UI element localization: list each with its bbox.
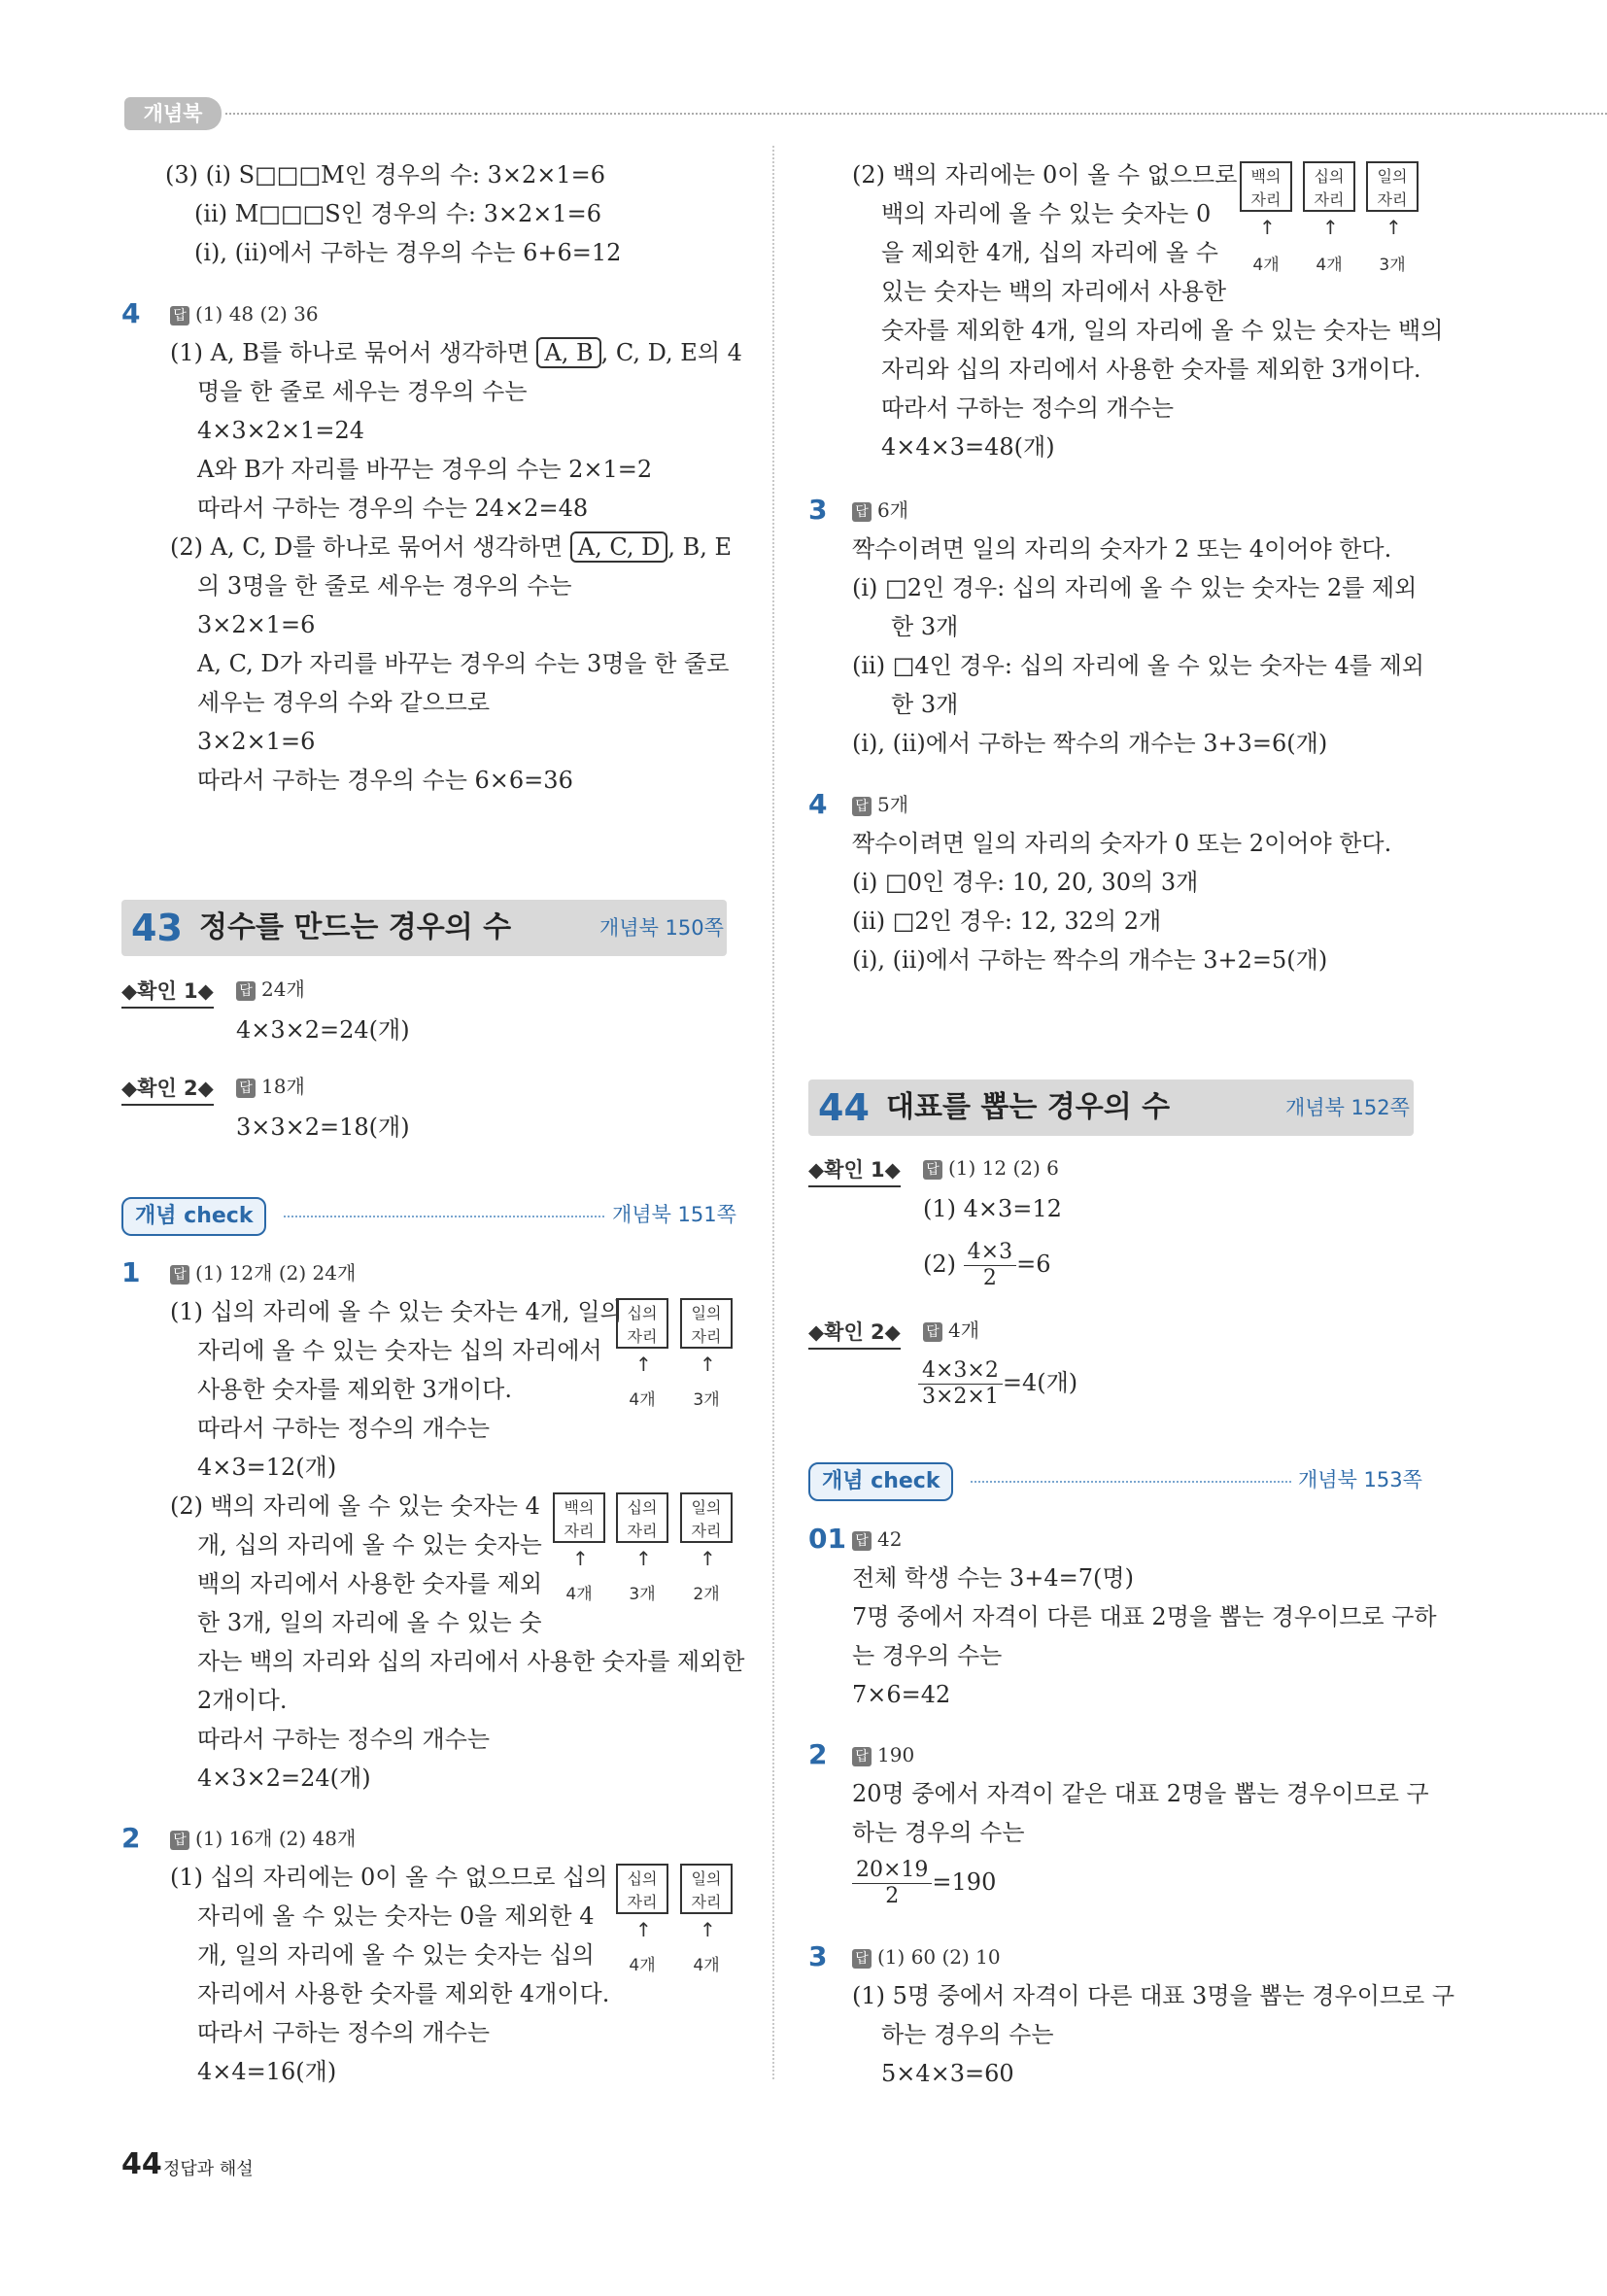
q1-2b: 개, 십의 자리에 올 수 있는 숫자는 bbox=[197, 1531, 542, 1559]
up-arrow-icon: ↑ bbox=[1259, 216, 1276, 239]
q4c: (ⅱ) □2인 경우: 12, 32의 2개 bbox=[852, 908, 1162, 935]
q2-1e: 따라서 구하는 정수의 개수는 bbox=[197, 2019, 491, 2046]
q01c: 는 경우의 수는 bbox=[852, 1642, 1003, 1669]
q2-1d: 자리에서 사용한 숫자를 제외한 4개이다. bbox=[197, 1980, 610, 2007]
left-3i: (3) (ⅰ) S□□□M인 경우의 수: 3×2×1=6 bbox=[165, 161, 605, 188]
answer-badge-icon: 답 bbox=[923, 1160, 942, 1180]
left-3ii: (ⅱ) M□□□S인 경우의 수: 3×2×1=6 bbox=[194, 200, 602, 227]
concept-check-label: 개념 check bbox=[121, 1197, 266, 1236]
up-arrow-icon: ↑ bbox=[700, 1918, 716, 1941]
place-count: 3개 bbox=[693, 1390, 720, 1410]
q01b: 7명 중에서 자격이 다른 대표 2명을 뽑는 경우이므로 구하 bbox=[852, 1603, 1437, 1630]
q3a: 짝수이려면 일의 자리의 숫자가 2 또는 4이어야 한다. bbox=[852, 535, 1392, 563]
section-43-ref: 개념북 150쪽 bbox=[599, 916, 724, 940]
q03b: 하는 경우의 수는 bbox=[881, 2021, 1054, 2048]
answer-text: (1) 48 (2) 36 bbox=[195, 302, 319, 326]
answer-badge-icon: 답 bbox=[923, 1322, 942, 1342]
confirm-1-label: ◆확인 1◆ bbox=[121, 976, 214, 1009]
q1-2c: 백의 자리에서 사용한 숫자를 제외 bbox=[197, 1570, 543, 1597]
answer-badge-icon: 답 bbox=[170, 1265, 189, 1285]
page-number: 44 bbox=[121, 2147, 162, 2181]
place-box-ones: 일의 자리 bbox=[1366, 161, 1419, 212]
boxed-group: A, C, D bbox=[570, 531, 668, 563]
section-43-number: 43 bbox=[131, 907, 183, 949]
fraction: $\frac{4\times 3}{2}$ bbox=[964, 1240, 1016, 1291]
place-box-tens: 십의 자리 bbox=[616, 1298, 668, 1349]
confirm-2-answer: 답 18개 bbox=[236, 1067, 305, 1106]
question-1-number: 1 bbox=[121, 1256, 141, 1288]
place-box-tens: 십의 자리 bbox=[616, 1864, 668, 1914]
place-count: 3개 bbox=[629, 1585, 656, 1604]
answer-badge-icon: 답 bbox=[170, 306, 189, 326]
confirm-1-answer: 답 (1) 12 (2) 6 bbox=[923, 1148, 1059, 1187]
r2g: 따라서 구하는 정수의 개수는 bbox=[881, 394, 1175, 422]
question-01-number: 01 bbox=[808, 1523, 846, 1555]
question-2-number: 2 bbox=[121, 1822, 141, 1854]
place-count: 2개 bbox=[693, 1585, 720, 1604]
place-box-ones: 일의 자리 bbox=[680, 1298, 733, 1349]
q1-2h: 4×3×2=24(개) bbox=[197, 1765, 371, 1792]
place-count: 4개 bbox=[693, 1956, 720, 1975]
answer-badge-icon: 답 bbox=[170, 1831, 189, 1850]
place-box-ones: 일의 자리 bbox=[680, 1864, 733, 1914]
p4-2b: 의 3명을 한 줄로 세우는 경우의 수는 bbox=[197, 572, 572, 600]
answer-badge-icon: 답 bbox=[852, 1747, 872, 1766]
confirm-2-answer: 답 4개 bbox=[923, 1311, 979, 1350]
q01a: 전체 학생 수는 3+4=7(명) bbox=[852, 1564, 1134, 1592]
answer-badge-icon: 답 bbox=[852, 1531, 872, 1551]
up-arrow-icon: ↑ bbox=[635, 1353, 652, 1376]
up-arrow-icon: ↑ bbox=[635, 1918, 652, 1941]
footer-title: 정답과 해설 bbox=[163, 2159, 254, 2179]
column-divider bbox=[772, 146, 774, 2079]
answer-badge-icon: 답 bbox=[852, 1949, 872, 1969]
r2b: 백의 자리에 올 수 있는 숫자는 0 bbox=[881, 200, 1212, 227]
confirm-1-answer: 답 24개 bbox=[236, 970, 305, 1009]
question-1-answer: 답 (1) 12개 (2) 24개 bbox=[170, 1253, 356, 1292]
q2-1f: 4×4=16(개) bbox=[197, 2058, 337, 2085]
q1-2g: 따라서 구하는 정수의 개수는 bbox=[197, 1726, 491, 1753]
place-count: 4개 bbox=[629, 1956, 656, 1975]
confirm-2-work: 3×3×2=18(개) bbox=[236, 1114, 410, 1141]
q1-1c: 사용한 숫자를 제외한 3개이다. bbox=[197, 1376, 512, 1403]
r-c1-w1: (1) 4×3=12 bbox=[923, 1195, 1062, 1222]
q02a: 20명 중에서 자격이 같은 대표 2명을 뽑는 경우이므로 구 bbox=[852, 1780, 1429, 1807]
section-44-number: 44 bbox=[818, 1086, 870, 1129]
p4-1d: A와 B가 자리를 바꾸는 경우의 수는 2×1=2 bbox=[197, 456, 653, 483]
place-count: 4개 bbox=[629, 1390, 656, 1410]
question-03-number: 3 bbox=[808, 1940, 828, 1972]
p4-2g: 따라서 구하는 경우의 수는 6×6=36 bbox=[197, 767, 573, 794]
question-2-answer: 답 (1) 16개 (2) 48개 bbox=[170, 1819, 356, 1858]
q3e: 한 3개 bbox=[891, 691, 959, 718]
concept-check-rule bbox=[284, 1216, 604, 1217]
q01d: 7×6=42 bbox=[852, 1681, 951, 1708]
r-c2-work: $\frac{4\times 3\times 2}{3\times 2\times 1}$ =4(개) bbox=[918, 1358, 1077, 1410]
p4-1c: 4×3×2×1=24 bbox=[197, 417, 365, 444]
place-box-tens: 십의 자리 bbox=[616, 1492, 668, 1543]
place-count: 4개 bbox=[1316, 256, 1343, 275]
q1-1b: 자리에 올 수 있는 숫자는 십의 자리에서 bbox=[197, 1337, 602, 1364]
q3d: (ⅱ) □4인 경우: 십의 자리에 올 수 있는 숫자는 4를 제외 bbox=[852, 652, 1424, 679]
r2h: 4×4×3=48(개) bbox=[881, 433, 1055, 461]
question-01-answer: 답 42 bbox=[852, 1520, 902, 1559]
answer-badge-icon: 답 bbox=[236, 981, 256, 1001]
q1-2a: (2) 백의 자리에 올 수 있는 숫자는 4 bbox=[170, 1492, 540, 1520]
place-count: 4개 bbox=[1252, 256, 1280, 275]
place-box-ones: 일의 자리 bbox=[680, 1492, 733, 1543]
concept-check-rule bbox=[971, 1481, 1291, 1483]
q03c: 5×4×3=60 bbox=[881, 2060, 1014, 2087]
concept-check-ref: 개념북 153쪽 bbox=[1298, 1468, 1422, 1491]
up-arrow-icon: ↑ bbox=[1322, 216, 1339, 239]
q4b: (ⅰ) □0인 경우: 10, 20, 30의 3개 bbox=[852, 869, 1199, 896]
p4-2f: 3×2×1=6 bbox=[197, 728, 316, 755]
confirm-1-label: ◆확인 1◆ bbox=[808, 1154, 901, 1187]
r2f: 자리와 십의 자리에서 사용한 숫자를 제외한 3개이다. bbox=[881, 356, 1421, 383]
question-4-answer: 답 5개 bbox=[852, 785, 908, 824]
fraction: $\frac{20\times 19}{2}$ bbox=[852, 1858, 932, 1909]
r2c: 을 제외한 4개, 십의 자리에 올 수 bbox=[881, 239, 1218, 266]
confirm-1-work: 4×3×2=24(개) bbox=[236, 1016, 410, 1044]
up-arrow-icon: ↑ bbox=[572, 1547, 589, 1570]
place-count: 4개 bbox=[565, 1585, 593, 1604]
p4-2e: 세우는 경우의 수와 같으므로 bbox=[197, 689, 491, 716]
up-arrow-icon: ↑ bbox=[700, 1353, 716, 1376]
place-box-tens: 십의 자리 bbox=[1303, 161, 1355, 212]
p4-1e: 따라서 구하는 경우의 수는 24×2=48 bbox=[197, 495, 589, 522]
boxed-group: A, B bbox=[536, 337, 600, 368]
q3f: (ⅰ), (ⅱ)에서 구하는 짝수의 개수는 3+3=6(개) bbox=[852, 730, 1328, 757]
question-3-answer: 답 6개 bbox=[852, 491, 908, 530]
place-box-hundreds: 백의 자리 bbox=[553, 1492, 605, 1543]
header-rule bbox=[225, 113, 1607, 115]
p4-2a: (2) A, C, D를 하나로 묶어서 생각하면 A, C, D , B, E bbox=[170, 533, 733, 561]
confirm-2-label: ◆확인 2◆ bbox=[808, 1317, 901, 1350]
problem-4-answer bbox=[170, 294, 319, 333]
q2-1c: 개, 일의 자리에 올 수 있는 숫자는 십의 bbox=[197, 1941, 595, 1969]
fraction: $\frac{4\times 3\times 2}{3\times 2\times 1}$ bbox=[918, 1358, 1003, 1410]
q2-1a: (1) 십의 자리에는 0이 올 수 없으므로 십의 bbox=[170, 1864, 608, 1891]
section-44-ref: 개념북 152쪽 bbox=[1285, 1096, 1410, 1119]
section-43-title: 정수를 만드는 경우의 수 bbox=[199, 910, 512, 944]
q1-1d: 따라서 구하는 정수의 개수는 bbox=[197, 1415, 491, 1442]
answer-badge-icon: 답 bbox=[852, 797, 872, 816]
question-03-answer: 답 (1) 60 (2) 10 bbox=[852, 1937, 1001, 1976]
answer-badge-icon: 답 bbox=[852, 502, 872, 522]
concept-check-ref: 개념북 151쪽 bbox=[612, 1203, 736, 1226]
question-02-number: 2 bbox=[808, 1738, 828, 1770]
p4-1b: 명을 한 줄로 세우는 경우의 수는 bbox=[197, 378, 528, 405]
place-box-hundreds: 백의 자리 bbox=[1240, 161, 1292, 212]
q02-work: $\frac{20\times 19}{2}$ =190 bbox=[852, 1858, 996, 1909]
r-c1-w2: (2) $\frac{4\times 3}{2}$ =6 bbox=[923, 1240, 1051, 1290]
question-4-number: 4 bbox=[808, 788, 828, 820]
up-arrow-icon: ↑ bbox=[635, 1547, 652, 1570]
header-tab: 개념북 bbox=[124, 97, 222, 130]
place-count: 3개 bbox=[1379, 256, 1406, 275]
p4-2c: 3×2×1=6 bbox=[197, 611, 316, 638]
up-arrow-icon: ↑ bbox=[1385, 216, 1402, 239]
q4a: 짝수이려면 일의 자리의 숫자가 0 또는 2이어야 한다. bbox=[852, 830, 1392, 857]
r2a: (2) 백의 자리에는 0이 올 수 없으므로 bbox=[852, 161, 1238, 188]
question-02-answer: 답 190 bbox=[852, 1735, 914, 1774]
left-3sum: (ⅰ), (ⅱ)에서 구하는 경우의 수는 6+6=12 bbox=[194, 239, 622, 266]
q2-1b: 자리에 올 수 있는 숫자는 0을 제외한 4 bbox=[197, 1902, 595, 1930]
p4-1a: (1) A, B를 하나로 묶어서 생각하면 A, B , C, D, E의 4 bbox=[170, 339, 742, 366]
section-44-title: 대표를 뽑는 경우의 수 bbox=[886, 1090, 1171, 1124]
q03a: (1) 5명 중에서 자격이 다른 대표 3명을 뽑는 경우이므로 구 bbox=[852, 1982, 1455, 2009]
r2d: 있는 숫자는 백의 자리에서 사용한 bbox=[881, 278, 1227, 305]
answer-badge-icon: 답 bbox=[236, 1079, 256, 1098]
q1-2d: 한 3개, 일의 자리에 올 수 있는 숫 bbox=[197, 1609, 542, 1636]
q1-2f: 2개이다. bbox=[197, 1687, 288, 1714]
concept-check-label: 개념 check bbox=[808, 1462, 953, 1501]
q4d: (ⅰ), (ⅱ)에서 구하는 짝수의 개수는 3+2=5(개) bbox=[852, 946, 1328, 974]
q02b: 하는 경우의 수는 bbox=[852, 1819, 1025, 1846]
p4-2d: A, C, D가 자리를 바꾸는 경우의 수는 3명을 한 줄로 bbox=[197, 650, 730, 677]
r2e: 숫자를 제외한 4개, 일의 자리에 올 수 있는 숫자는 백의 bbox=[881, 317, 1444, 344]
q3b: (ⅰ) □2인 경우: 십의 자리에 올 수 있는 숫자는 2를 제외 bbox=[852, 574, 1418, 601]
q1-2e: 자는 백의 자리와 십의 자리에서 사용한 숫자를 제외한 bbox=[197, 1648, 745, 1675]
q1-1e: 4×3=12(개) bbox=[197, 1454, 337, 1481]
confirm-2-label: ◆확인 2◆ bbox=[121, 1073, 214, 1106]
problem-4-number: 4 bbox=[121, 297, 141, 329]
question-3-number: 3 bbox=[808, 494, 828, 526]
q1-1a: (1) 십의 자리에 올 수 있는 숫자는 4개, 일의 bbox=[170, 1298, 623, 1325]
q3c: 한 3개 bbox=[891, 613, 959, 640]
up-arrow-icon: ↑ bbox=[700, 1547, 716, 1570]
